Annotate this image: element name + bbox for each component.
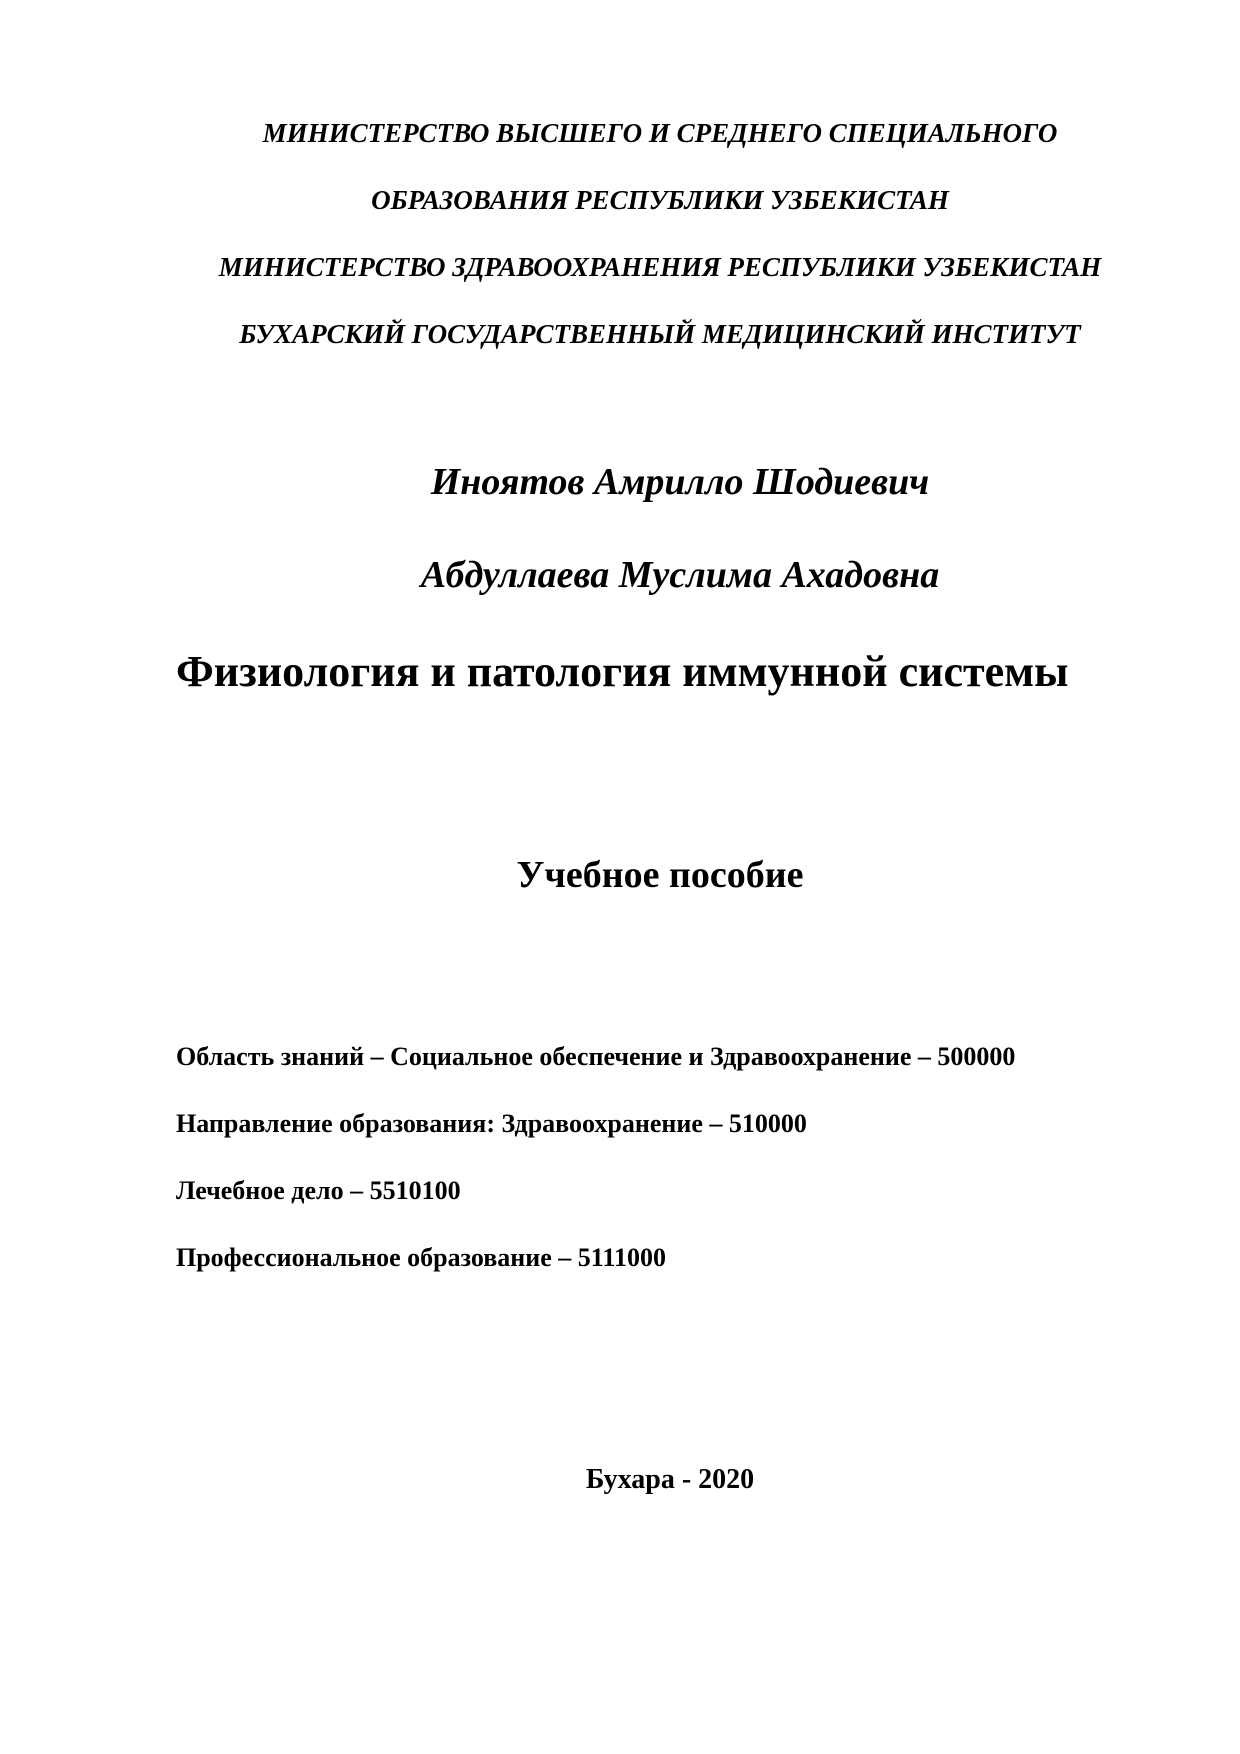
field-specialty: Лечебное дело – 5510100 <box>176 1176 461 1205</box>
field-professional-education: Профессиональное образование – 5111000 <box>176 1243 666 1272</box>
author-1: Иноятов Амрилло Шодиевич <box>430 461 930 503</box>
field-direction: Направление образования: Здравоохранение – 510000 <box>176 1109 807 1138</box>
field-of-knowledge: Область знаний – Социальное обеспечение и Здравоохранение – 500000 <box>176 1042 1016 1071</box>
place-and-year: Бухара - 2020 <box>585 1464 755 1495</box>
author-2: Абдуллаева Муслима Ахадовна <box>420 554 940 596</box>
ministry-line-3: МИНИСТЕРСТВО ЗДРАВООХРАНЕНИЯ РЕСПУБЛИКИ УЗБЕКИСТАН <box>218 252 1102 282</box>
ministry-line-1: МИНИСТЕРСТВО ВЫСШЕГО И СРЕДНЕГО СПЕЦИАЛЬНОГО <box>262 118 1058 148</box>
institute-name: БУХАРСКИЙ ГОСУДАРСТВЕННЫЙ МЕДИЦИНСКИЙ ИНСТИТУТ <box>239 319 1081 349</box>
ministry-line-2: ОБРАЗОВАНИЯ РЕСПУБЛИКИ УЗБЕКИСТАН <box>371 185 949 215</box>
document-type: Учебное пособие <box>516 854 804 896</box>
document-title: Физиология и патология иммунной системы <box>176 647 1069 696</box>
